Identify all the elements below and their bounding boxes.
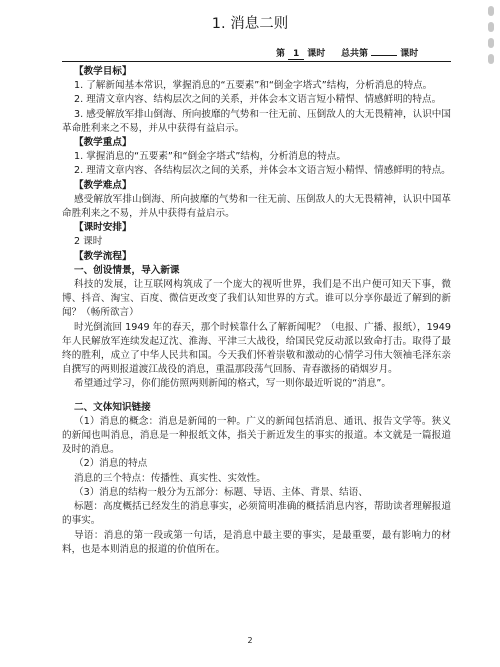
key-point-item: 2. 理清文章内容、各结构层次之间的关系，并体会本文语言短小精悍、情感鲜明的特点。	[74, 165, 451, 177]
goal-item: 1. 了解新闻基本常识，掌握消息的“五要素”和“倒金字塔式”结构，分析消息的特点。	[74, 80, 433, 92]
schedule-text: 2 课时	[74, 236, 103, 248]
current-period: 1	[288, 49, 304, 60]
period-prefix: 第	[276, 49, 286, 59]
scrollbar-thumb[interactable]	[488, 54, 494, 64]
subsection-heading-genre: 二、文体知识链接	[74, 401, 151, 413]
scrollbar-thumb[interactable]	[488, 22, 494, 32]
paragraph: 标题：高度概括已经发生的消息事实，必须简明准确的概括消息内容，帮助读者理解报道的事实。	[62, 501, 451, 527]
goal-item: 3. 感受解放军排山倒海、所向披靡的气势和一往无前、压倒敌人的大无畏精神，认识中国革命胜利来之不易，并从中获得有益启示。	[62, 108, 451, 134]
scrollbar-thumb[interactable]	[488, 6, 494, 16]
total-period-blank	[371, 55, 397, 56]
section-heading-key-points: 【教学重点】	[74, 137, 132, 149]
goal-item: 2. 理清文章内容、结构层次之间的关系，并体会本文语言短小精悍、情感鲜明的特点。	[74, 94, 442, 106]
key-point-item: 1. 掌握消息的“五要素”和“倒金字塔式”结构，分析消息的特点。	[74, 151, 346, 163]
paragraph: （1）消息的概念：消息是新闻的一种。广义的新闻包括消息、通讯、报告文学等。狭义的新闻也叫消息，消息是一种报纸文体，指关于新近发生的事实的报道。本文就是一篇报道及时的消息。	[62, 415, 451, 456]
paragraph: 科技的发展，让互联网构筑成了一个庞大的视听世界，我们是不出户便可知天下事，微博、抖音、淘宝、百度、微信更改变了我们认知世界的方式。谁可以分享你最近了解到的新闻？（畅所欲言）	[62, 279, 451, 319]
subsection-heading-intro: 一、创设情景，导入新课	[74, 264, 180, 276]
total-prefix: 总共第	[340, 49, 368, 59]
section-heading-goals: 【教学目标】	[74, 66, 132, 77]
paragraph: （2）消息的特点	[74, 458, 148, 470]
scrollbar-thumb[interactable]	[488, 38, 494, 48]
page-title: 1. 消息二则	[211, 16, 289, 32]
paragraph: （3）消息的结构一般分为五部分：标题、导语、主体、背景、结语、	[74, 486, 368, 498]
section-heading-process: 【教学流程】	[74, 250, 132, 262]
scrollbar[interactable]	[486, 6, 496, 78]
section-heading-schedule: 【课时安排】	[74, 222, 132, 234]
period-line	[276, 46, 418, 60]
section-heading-difficulty: 【教学难点】	[74, 179, 132, 191]
difficulty-text: 感受解放军排山倒海、所向披靡的气势和一往无前、压倒敌人的大无畏精神，认识中国革命胜利来之不易，并从中获得有益启示。	[62, 193, 451, 220]
paragraph: 希望通过学习，你们能仿照两则新闻的格式，写一则你最近听说的“消息”。	[74, 378, 391, 390]
paragraph: 导语：消息的第一段或第一句话，是消息中最主要的事实，是最重要，最有影响力的材料，也是本则消息的报道的价值所在。	[62, 529, 451, 555]
paragraph: 消息的三个特点：传播性、真实性、实效性。	[74, 472, 266, 484]
period-unit: 课时	[307, 49, 326, 59]
page-number: 2	[247, 636, 253, 645]
paragraph: 时光倒流回 1949 年的春天，那个时候靠什么了解新闻呢？（电报、广播、报纸），1949 年人民解放军连续发起辽沈、淮海、平津三大战役，给国民党反动派以致命打击。取得了最终的胜利，成立了中华人民共和国。今天我们怀着崇敬和激动的心情学习伟大领袖毛泽东亲自撰写的两则报道渡江战役的消息，重温那段荡气回肠、青春激扬的硝烟岁月。	[62, 321, 451, 376]
header-rule	[62, 61, 451, 62]
lesson-content	[62, 65, 451, 557]
total-unit: 课时	[400, 49, 419, 59]
